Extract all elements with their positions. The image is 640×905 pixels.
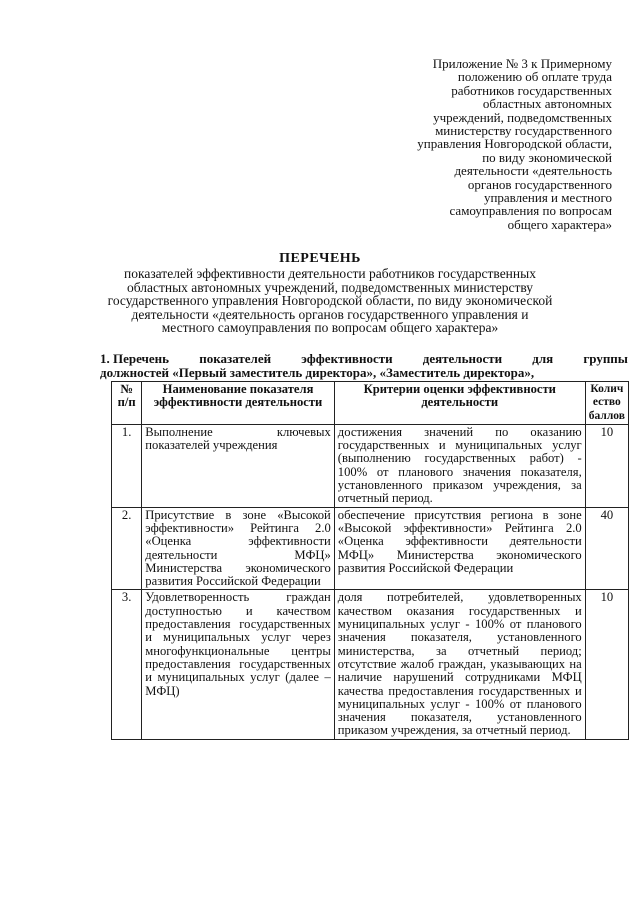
header-points: Количество баллов (585, 382, 628, 425)
row-num: 2. (112, 507, 142, 590)
header-indicator: Наименование показателя эффективности деятельности (142, 382, 335, 425)
appendix-line: управления Новгородской области, (417, 136, 612, 152)
row-indicator: Выполнение ключевых показателей учреждения (142, 424, 335, 507)
subtitle-line: областных автономных учреждений, подведомственных министерству (126, 279, 534, 295)
document-subtitle (60, 267, 600, 335)
appendix-line: общего характера» (507, 216, 612, 232)
row-criteria: достижения значений по оказанию государственных и муниципальных услуг (выполнению государственных работ) - 100% от планового значения показателя, установленного приказом учреждения, за отчетный период. (334, 424, 585, 507)
appendix-line: органов государственного (467, 176, 612, 192)
row-num: 1. (112, 424, 142, 507)
table-row (112, 424, 629, 507)
appendix-line: управления и местного (483, 190, 612, 206)
appendix-line: по виду экономической (482, 149, 612, 165)
row-points: 40 (585, 507, 628, 590)
appendix-line: министерству государственного (435, 123, 612, 139)
appendix-line: областных автономных (482, 96, 612, 112)
appendix-note (362, 57, 612, 231)
section-heading-line2: должностей «Первый заместитель директора», «Заместитель директора», (100, 365, 535, 380)
row-points: 10 (585, 590, 628, 739)
header-num: № п/п (112, 382, 142, 425)
kpi-table (111, 381, 629, 740)
row-points: 10 (585, 424, 628, 507)
section-word: показателей (199, 351, 272, 366)
table-header-row (112, 382, 629, 425)
table-row (112, 507, 629, 590)
row-indicator: Присутствие в зоне «Высокой эффективности» Рейтинга 2.0 «Оценка эффективности деятельности МФЦ» Министерства экономического развития Российской Федерации (142, 507, 335, 590)
subtitle-line: государственного управления Новгородской области, по виду экономической (107, 293, 553, 309)
header-criteria: Критерии оценки эффективности деятельности (334, 382, 585, 425)
table-row (112, 590, 629, 739)
section-word: группы (583, 351, 628, 366)
row-num: 3. (112, 590, 142, 739)
appendix-line: учреждений, подведомственных (433, 109, 612, 125)
section-word: 1. Перечень (100, 351, 170, 366)
appendix-line: самоуправления по вопросам (449, 203, 612, 219)
appendix-line: Приложение № 3 к Примерному (432, 56, 612, 71)
row-indicator: Удовлетворенность граждан доступностью и качеством предоставления государственных и муниципальных услуг через многофункциональные центры предоставления государственных и муниципальных услуг (далее – МФЦ) (142, 590, 335, 739)
section-heading (100, 352, 628, 380)
section-word: для (532, 351, 554, 366)
appendix-line: деятельности «деятельность (454, 163, 612, 179)
row-criteria: доля потребителей, удовлетворенных качеством оказания государственных и муниципальных услуг - 100% от планового значения показателя, установленного министерства, за отчетный период; отсутствие жалоб граждан, указывающих на наличие нарушений сотрудниками МФЦ качества предоставления государственных и муниципальных услуг - 100% от планового значения показателя, установленного приказом учреждения, за отчетный период. (334, 590, 585, 739)
section-word: эффективности (301, 351, 393, 366)
row-criteria: обеспечение присутствия региона в зоне «Высокой эффективности» Рейтинга 2.0 «Оценка эффективности деятельности МФЦ» Министерства экономического развития Российской Федерации (334, 507, 585, 590)
subtitle-line: местного самоуправления по вопросам общего характера» (161, 320, 499, 336)
subtitle-line: деятельности «деятельность органов государственного управления и (131, 306, 529, 322)
appendix-line: работников государственных (451, 82, 612, 98)
section-word: деятельности (422, 351, 503, 366)
subtitle-line: показателей эффективности деятельности работников государственных (124, 266, 536, 281)
appendix-line: положению об оплате труда (457, 69, 612, 85)
section-heading-line1 (100, 352, 628, 366)
document-title: ПЕРЕЧЕНЬ (279, 251, 361, 266)
